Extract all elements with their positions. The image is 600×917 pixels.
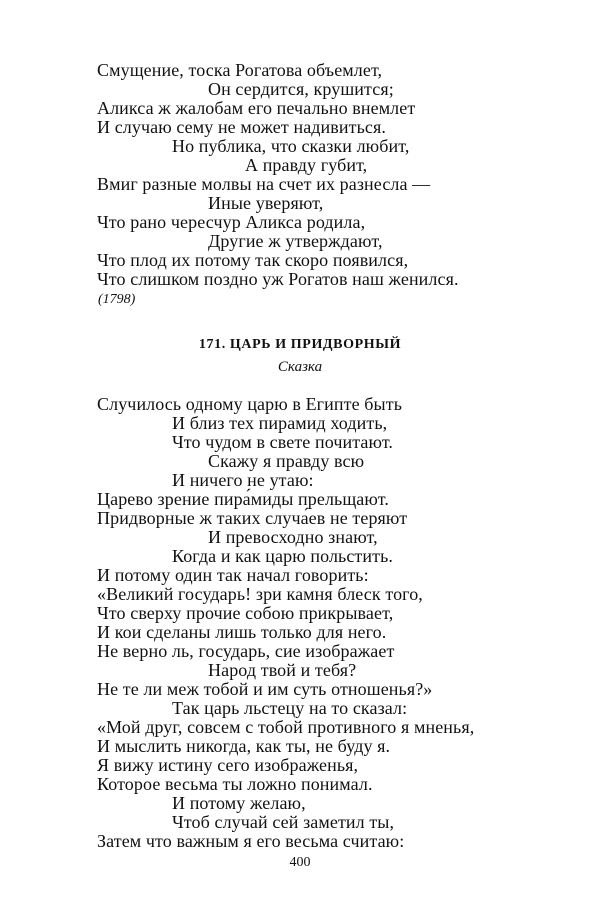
poem2-line: Что сверху прочие собою прикрывает,: [97, 603, 394, 623]
poem2-line: Случилось одному царю в Египте быть: [97, 394, 403, 414]
poem1-line: Смущение, тоска Рогатова объемлет,: [97, 60, 383, 80]
poem1-line: Что плод их потому так скоро появился,: [97, 250, 409, 270]
poem2-line: И потому один так начал говорить:: [97, 565, 369, 585]
poem1-line: Иные уверяют,: [208, 193, 324, 213]
poem2-line: «Великий государь! зри камня блеск того,: [97, 584, 423, 604]
poem2-line: И ничего не утаю:: [172, 470, 314, 490]
poem1-line: Другие ж утверждают,: [208, 231, 383, 251]
poem2-line: «Мой друг, совсем с тобой противного я мненья,: [97, 717, 475, 737]
poem1-line: Вмиг разные молвы на счет их разнесла —: [97, 174, 431, 194]
poem-title: 171. ЦАРЬ И ПРИДВОРНЫЙ: [198, 337, 402, 352]
poem1-line: Но публика, что сказки любит,: [172, 136, 410, 156]
poem-date: (1798): [98, 292, 136, 307]
poem2-line: И потому желаю,: [172, 793, 306, 813]
poem2-line: И близ тех пирамид ходить,: [172, 413, 388, 433]
poem2-line: И кои сделаны лишь только для него.: [97, 622, 387, 642]
poem2-line: Народ твой и тебя?: [208, 660, 357, 680]
poem2-line: Я вижу истину сего изображенья,: [97, 755, 359, 775]
page-number: 400: [289, 855, 311, 870]
poem-subtitle: Сказка: [277, 359, 323, 375]
poem2-line: Которое весьма ты ложно понимал.: [97, 774, 373, 794]
poem2-line: Скажу я правду всю: [208, 451, 365, 471]
poem2-line: Чтоб случай сей заметил ты,: [172, 812, 395, 832]
poem1-line: А правду губит,: [245, 155, 368, 175]
poem2-line: Когда и как царю польстить.: [172, 546, 394, 566]
poem1-line: И случаю сему не может надивиться.: [97, 117, 386, 137]
poem1-line: Что рано чересчур Аликса родила,: [97, 212, 366, 232]
poem2-line: Не те ли меж тобой и им суть отношенья?»: [97, 679, 433, 699]
poem2-line: И превосходно знают,: [208, 527, 378, 547]
poem2-line: Не верно ль, государь, сие изображает: [97, 641, 395, 661]
poem1-line: Что слишком поздно уж Рогатов наш женился.: [97, 269, 459, 289]
poem1-line: Он сердится, крушится;: [208, 79, 394, 99]
poem2-line: Придворные ж таких случа́ев не теряют: [97, 508, 408, 528]
poem2-line: И мыслить никогда, как ты, не буду я.: [97, 736, 391, 756]
poem2-line: Затем что важным я его весьма считаю:: [97, 831, 405, 851]
poem1-line: Аликса ж жалобам его печально внемлет: [97, 98, 416, 118]
poem2-line: Так царь льстецу на то сказал:: [172, 698, 408, 718]
poem2-line: Что чудом в свете почитают.: [172, 432, 394, 452]
poem2-line: Царево зрение пира́миды прельщают.: [97, 489, 389, 509]
